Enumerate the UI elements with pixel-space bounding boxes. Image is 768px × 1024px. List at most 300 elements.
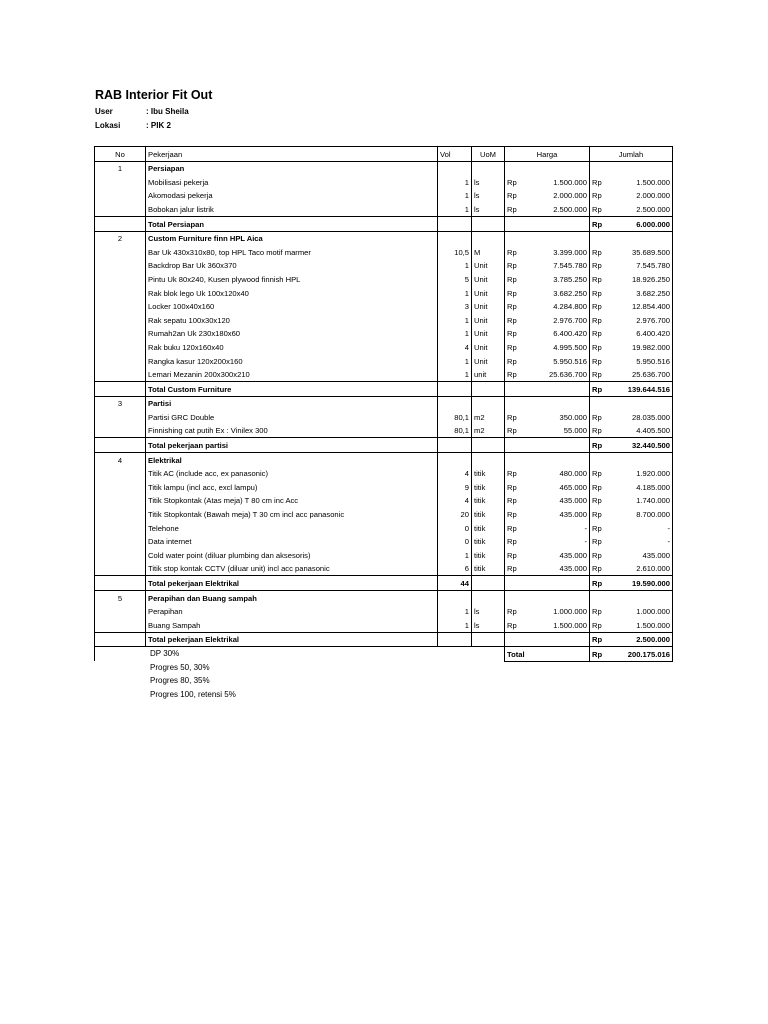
empty-cell: [95, 259, 146, 273]
empty-cell: [590, 161, 608, 175]
currency-label: Rp: [505, 189, 523, 203]
currency-label: Rp: [590, 300, 608, 314]
empty-cell: [95, 618, 146, 632]
table-row: [95, 313, 673, 327]
item-vol: 9: [438, 480, 472, 494]
item-vol: 80,1: [438, 410, 472, 424]
item-price: 1.500.000: [523, 618, 590, 632]
section-total-value: 32.440.500: [608, 438, 673, 453]
item-vol: 1: [438, 354, 472, 368]
table-row: [95, 562, 673, 576]
empty-cell: [95, 507, 146, 521]
empty-cell: [95, 327, 146, 341]
currency-label: Rp: [505, 202, 523, 216]
empty-cell: [95, 175, 146, 189]
empty-cell: [523, 396, 590, 410]
item-name: Backdrop Bar Uk 360x370: [146, 259, 438, 273]
item-name: Titik Stopkontak (Bawah meja) T 30 cm incl acc panasonic: [146, 507, 438, 521]
item-price: -: [523, 521, 590, 535]
currency-label: Rp: [590, 647, 608, 662]
currency-label: Rp: [590, 202, 608, 216]
table-row: [95, 272, 673, 286]
note-line: DP 30%: [150, 649, 180, 658]
section-total-label: Total pekerjaan partisi: [146, 438, 438, 453]
item-vol: 1: [438, 327, 472, 341]
item-uom: titik: [472, 480, 505, 494]
empty-cell: [505, 216, 523, 231]
item-total: -: [608, 535, 673, 549]
item-uom: titik: [472, 535, 505, 549]
empty-cell: [523, 438, 590, 453]
empty-cell: [523, 453, 590, 467]
empty-cell: [95, 548, 146, 562]
empty-cell: [523, 216, 590, 231]
item-uom: m2: [472, 424, 505, 438]
note-line: Progres 80, 35%: [150, 676, 210, 685]
empty-cell: [505, 453, 523, 467]
currency-label: Rp: [505, 327, 523, 341]
section-name: Persiapan: [146, 161, 438, 175]
empty-cell: [608, 161, 673, 175]
currency-label: Rp: [505, 535, 523, 549]
item-price: 4.995.500: [523, 340, 590, 354]
empty-cell: [472, 396, 505, 410]
empty-cell: [505, 231, 523, 245]
item-vol: 20: [438, 507, 472, 521]
item-uom: Unit: [472, 340, 505, 354]
currency-label: Rp: [590, 494, 608, 508]
item-price: 3.682.250: [523, 286, 590, 300]
item-vol: 4: [438, 494, 472, 508]
empty-cell: [95, 467, 146, 481]
note-line: Progres 100, retensi 5%: [150, 689, 236, 699]
empty-cell: [472, 438, 505, 453]
item-total: 4.185.000: [608, 480, 673, 494]
empty-cell: [505, 161, 523, 175]
item-uom: titik: [472, 507, 505, 521]
empty-cell: [505, 591, 523, 605]
empty-cell: [608, 231, 673, 245]
currency-label: Rp: [590, 576, 608, 591]
item-vol: 4: [438, 340, 472, 354]
empty-cell: [472, 231, 505, 245]
currency-label: Rp: [590, 245, 608, 259]
table-row: [95, 535, 673, 549]
currency-label: Rp: [505, 618, 523, 632]
currency-label: Rp: [590, 216, 608, 231]
header-harga: Harga: [505, 147, 590, 162]
item-vol: 5: [438, 272, 472, 286]
table-row: [95, 300, 673, 314]
grand-total-label: Total: [505, 647, 590, 662]
currency-label: Rp: [590, 605, 608, 619]
meta-user-value: : Ibu Sheila: [146, 107, 189, 116]
table-row: [95, 327, 673, 341]
empty-cell: [95, 562, 146, 576]
table-row: [95, 424, 673, 438]
item-uom: Unit: [472, 354, 505, 368]
currency-label: Rp: [590, 340, 608, 354]
item-name: Data internet: [146, 535, 438, 549]
item-uom: ls: [472, 202, 505, 216]
item-total: 18.926.250: [608, 272, 673, 286]
empty-cell: [505, 576, 523, 591]
item-total: 28.035.000: [608, 410, 673, 424]
item-price: 435.000: [523, 507, 590, 521]
currency-label: Rp: [590, 175, 608, 189]
empty-cell: [523, 591, 590, 605]
item-vol: 0: [438, 521, 472, 535]
item-total: 1.920.000: [608, 467, 673, 481]
empty-cell: [95, 410, 146, 424]
item-price: 2.500.000: [523, 202, 590, 216]
empty-cell: [95, 521, 146, 535]
item-total: 3.682.250: [608, 286, 673, 300]
item-price: -: [523, 535, 590, 549]
header-no: No: [95, 147, 146, 162]
currency-label: Rp: [590, 521, 608, 535]
item-uom: Unit: [472, 327, 505, 341]
empty-cell: [95, 424, 146, 438]
empty-cell: [505, 438, 523, 453]
table-row: [95, 368, 673, 382]
item-price: 25.636.700: [523, 368, 590, 382]
empty-cell: [472, 161, 505, 175]
item-total: 2.610.000: [608, 562, 673, 576]
item-uom: Unit: [472, 300, 505, 314]
empty-cell: [590, 396, 608, 410]
empty-cell: [95, 632, 146, 647]
item-name: Rak sepatu 100x30x120: [146, 313, 438, 327]
table-row: [95, 189, 673, 203]
currency-label: Rp: [590, 467, 608, 481]
section-header-row: [95, 231, 673, 245]
empty-cell: [95, 382, 146, 397]
header-pekerjaan: Pekerjaan: [146, 147, 438, 162]
currency-label: Rp: [590, 259, 608, 273]
item-total: 2.500.000: [608, 202, 673, 216]
item-vol: 1: [438, 189, 472, 203]
item-uom: Unit: [472, 259, 505, 273]
item-vol: 1: [438, 286, 472, 300]
empty-cell: [505, 382, 523, 397]
item-vol: 10,5: [438, 245, 472, 259]
currency-label: Rp: [505, 340, 523, 354]
currency-label: Rp: [590, 424, 608, 438]
item-vol: 4: [438, 467, 472, 481]
item-vol: 1: [438, 618, 472, 632]
empty-cell: [472, 453, 505, 467]
table-row: [95, 340, 673, 354]
empty-cell: [438, 396, 472, 410]
empty-cell: [95, 368, 146, 382]
empty-cell: [472, 216, 505, 231]
item-vol: 3: [438, 300, 472, 314]
header-jumlah: Jumlah: [590, 147, 673, 162]
item-uom: unit: [472, 368, 505, 382]
currency-label: Rp: [505, 562, 523, 576]
item-uom: ls: [472, 618, 505, 632]
item-name: Bobokan jalur listrik: [146, 202, 438, 216]
item-vol: 1: [438, 368, 472, 382]
item-vol: 6: [438, 562, 472, 576]
meta-lokasi: [95, 121, 171, 130]
section-no: 2: [95, 231, 146, 245]
item-price: 465.000: [523, 480, 590, 494]
item-total: -: [608, 521, 673, 535]
item-price: 350.000: [523, 410, 590, 424]
item-uom: Unit: [472, 272, 505, 286]
item-price: 435.000: [523, 562, 590, 576]
empty-cell: [438, 231, 472, 245]
empty-cell: [590, 453, 608, 467]
section-total-value: 139.644.516: [608, 382, 673, 397]
currency-label: Rp: [590, 272, 608, 286]
empty-cell: [95, 605, 146, 619]
empty-cell: [523, 576, 590, 591]
section-total-row: [95, 382, 673, 397]
currency-label: Rp: [590, 480, 608, 494]
item-uom: ls: [472, 189, 505, 203]
item-price: 6.400.420: [523, 327, 590, 341]
currency-label: Rp: [505, 494, 523, 508]
item-total: 2.000.000: [608, 189, 673, 203]
item-name: Titik Stopkontak (Atas meja) T 80 cm inc Acc: [146, 494, 438, 508]
item-uom: ls: [472, 175, 505, 189]
item-price: 55.000: [523, 424, 590, 438]
table-row: [95, 521, 673, 535]
table-row: [95, 618, 673, 632]
item-price: 2.000.000: [523, 189, 590, 203]
empty-cell: [590, 591, 608, 605]
item-price: 4.284.800: [523, 300, 590, 314]
section-total-vol: [438, 438, 472, 453]
empty-cell: [505, 632, 523, 647]
empty-cell: [95, 576, 146, 591]
empty-cell: [95, 189, 146, 203]
currency-label: Rp: [590, 618, 608, 632]
empty-cell: [472, 382, 505, 397]
item-vol: 1: [438, 605, 472, 619]
empty-cell: [438, 453, 472, 467]
item-uom: Unit: [472, 313, 505, 327]
empty-cell: [505, 396, 523, 410]
currency-label: Rp: [590, 368, 608, 382]
item-name: Locker 100x40x160: [146, 300, 438, 314]
table-row: [95, 259, 673, 273]
empty-cell: [95, 354, 146, 368]
currency-label: Rp: [505, 286, 523, 300]
currency-label: Rp: [505, 605, 523, 619]
item-uom: titik: [472, 494, 505, 508]
section-total-value: 6.000.000: [608, 216, 673, 231]
item-vol: 1: [438, 175, 472, 189]
empty-cell: [472, 591, 505, 605]
section-no: 1: [95, 161, 146, 175]
section-total-label: Total pekerjaan Elektrikal: [146, 632, 438, 647]
currency-label: Rp: [590, 382, 608, 397]
empty-cell: [95, 245, 146, 259]
currency-label: Rp: [590, 313, 608, 327]
currency-label: Rp: [590, 286, 608, 300]
table-row: [95, 548, 673, 562]
item-vol: 1: [438, 313, 472, 327]
item-price: 3.399.000: [523, 245, 590, 259]
item-vol: 80,1: [438, 424, 472, 438]
item-price: 1.500.000: [523, 175, 590, 189]
section-name: Perapihan dan Buang sampah: [146, 591, 438, 605]
empty-cell: [608, 591, 673, 605]
section-total-row: [95, 216, 673, 231]
empty-cell: [590, 231, 608, 245]
item-total: 1.500.000: [608, 618, 673, 632]
meta-lokasi-key: Lokasi: [95, 121, 121, 130]
empty-cell: [95, 286, 146, 300]
item-uom: titik: [472, 467, 505, 481]
currency-label: Rp: [505, 300, 523, 314]
meta-user-key: User: [95, 107, 113, 116]
table-row: [95, 354, 673, 368]
item-total: 1.000.000: [608, 605, 673, 619]
table-row: [95, 286, 673, 300]
empty-cell: [438, 591, 472, 605]
section-total-vol: [438, 216, 472, 231]
section-total-label: Total pekerjaan Elektrikal: [146, 576, 438, 591]
item-uom: titik: [472, 562, 505, 576]
table-row: [95, 494, 673, 508]
currency-label: Rp: [505, 368, 523, 382]
currency-label: Rp: [590, 535, 608, 549]
item-name: Cold water point (diluar plumbing dan aksesoris): [146, 548, 438, 562]
item-name: Titik lampu (incl acc, excl lampu): [146, 480, 438, 494]
section-name: Partisi: [146, 396, 438, 410]
item-name: Pintu Uk 80x240, Kusen plywood finnish HPL: [146, 272, 438, 286]
currency-label: Rp: [505, 313, 523, 327]
payment-notes: [150, 647, 236, 701]
section-total-label: Total Persiapan: [146, 216, 438, 231]
empty-cell: [95, 313, 146, 327]
item-uom: titik: [472, 548, 505, 562]
item-name: Mobilisasi pekerja: [146, 175, 438, 189]
empty-cell: [523, 161, 590, 175]
item-uom: M: [472, 245, 505, 259]
currency-label: Rp: [505, 175, 523, 189]
item-name: Buang Sampah: [146, 618, 438, 632]
item-price: 480.000: [523, 467, 590, 481]
item-uom: m2: [472, 410, 505, 424]
currency-label: Rp: [590, 354, 608, 368]
item-total: 4.405.500: [608, 424, 673, 438]
item-total: 1.740.000: [608, 494, 673, 508]
section-header-row: [95, 453, 673, 467]
currency-label: Rp: [505, 354, 523, 368]
item-uom: Unit: [472, 286, 505, 300]
section-header-row: [95, 161, 673, 175]
section-header-row: [95, 591, 673, 605]
section-total-value: 2.500.000: [608, 632, 673, 647]
item-name: Rangka kasur 120x200x160: [146, 354, 438, 368]
section-no: 4: [95, 453, 146, 467]
item-price: 435.000: [523, 548, 590, 562]
item-name: Rak blok lego Uk 100x120x40: [146, 286, 438, 300]
meta-user: [95, 107, 189, 116]
section-total-vol: 44: [438, 576, 472, 591]
section-total-row: [95, 632, 673, 647]
currency-label: Rp: [590, 507, 608, 521]
currency-label: Rp: [590, 438, 608, 453]
currency-label: Rp: [590, 189, 608, 203]
item-total: 5.950.516: [608, 354, 673, 368]
currency-label: Rp: [590, 632, 608, 647]
currency-label: Rp: [590, 327, 608, 341]
table-row: [95, 202, 673, 216]
currency-label: Rp: [505, 259, 523, 273]
note-line: Progres 50, 30%: [150, 662, 210, 672]
empty-cell: [472, 576, 505, 591]
item-name: Telehone: [146, 521, 438, 535]
table-row: [95, 175, 673, 189]
section-no: 3: [95, 396, 146, 410]
empty-cell: [608, 396, 673, 410]
section-total-vol: [438, 382, 472, 397]
currency-label: Rp: [590, 410, 608, 424]
empty-cell: [523, 231, 590, 245]
item-name: Rumah2an Uk 230x180x60: [146, 327, 438, 341]
item-vol: 1: [438, 259, 472, 273]
currency-label: Rp: [505, 424, 523, 438]
empty-cell: [523, 382, 590, 397]
item-name: Lemari Mezanin 200x300x210: [146, 368, 438, 382]
item-name: Titik stop kontak CCTV (diluar unit) incl acc panasonic: [146, 562, 438, 576]
empty-cell: [95, 216, 146, 231]
currency-label: Rp: [590, 562, 608, 576]
item-total: 12.854.400: [608, 300, 673, 314]
table-row: [95, 605, 673, 619]
empty-cell: [95, 480, 146, 494]
currency-label: Rp: [590, 548, 608, 562]
item-name: Akomodasi pekerja: [146, 189, 438, 203]
empty-cell: [95, 438, 146, 453]
empty-cell: [95, 535, 146, 549]
item-name: Titik AC (include acc, ex panasonic): [146, 467, 438, 481]
table-row: [95, 507, 673, 521]
item-name: Partisi GRC Double: [146, 410, 438, 424]
empty-cell: [95, 494, 146, 508]
currency-label: Rp: [505, 521, 523, 535]
currency-label: Rp: [505, 272, 523, 286]
item-price: 435.000: [523, 494, 590, 508]
meta-lokasi-value: : PIK 2: [146, 121, 171, 130]
empty-cell: [95, 272, 146, 286]
section-name: Custom Furniture finn HPL Aica: [146, 231, 438, 245]
empty-cell: [95, 300, 146, 314]
item-price: 5.950.516: [523, 354, 590, 368]
document-title: RAB Interior Fit Out: [95, 88, 213, 102]
item-total: 6.400.420: [608, 327, 673, 341]
item-total: 25.636.700: [608, 368, 673, 382]
section-total-row: [95, 576, 673, 591]
currency-label: Rp: [505, 480, 523, 494]
currency-label: Rp: [505, 467, 523, 481]
item-total: 8.700.000: [608, 507, 673, 521]
item-uom: ls: [472, 605, 505, 619]
section-total-row: [95, 438, 673, 453]
header-uom: UoM: [472, 147, 505, 162]
table-row: [95, 410, 673, 424]
empty-cell: [95, 340, 146, 354]
item-price: 7.545.780: [523, 259, 590, 273]
item-total: 19.982.000: [608, 340, 673, 354]
